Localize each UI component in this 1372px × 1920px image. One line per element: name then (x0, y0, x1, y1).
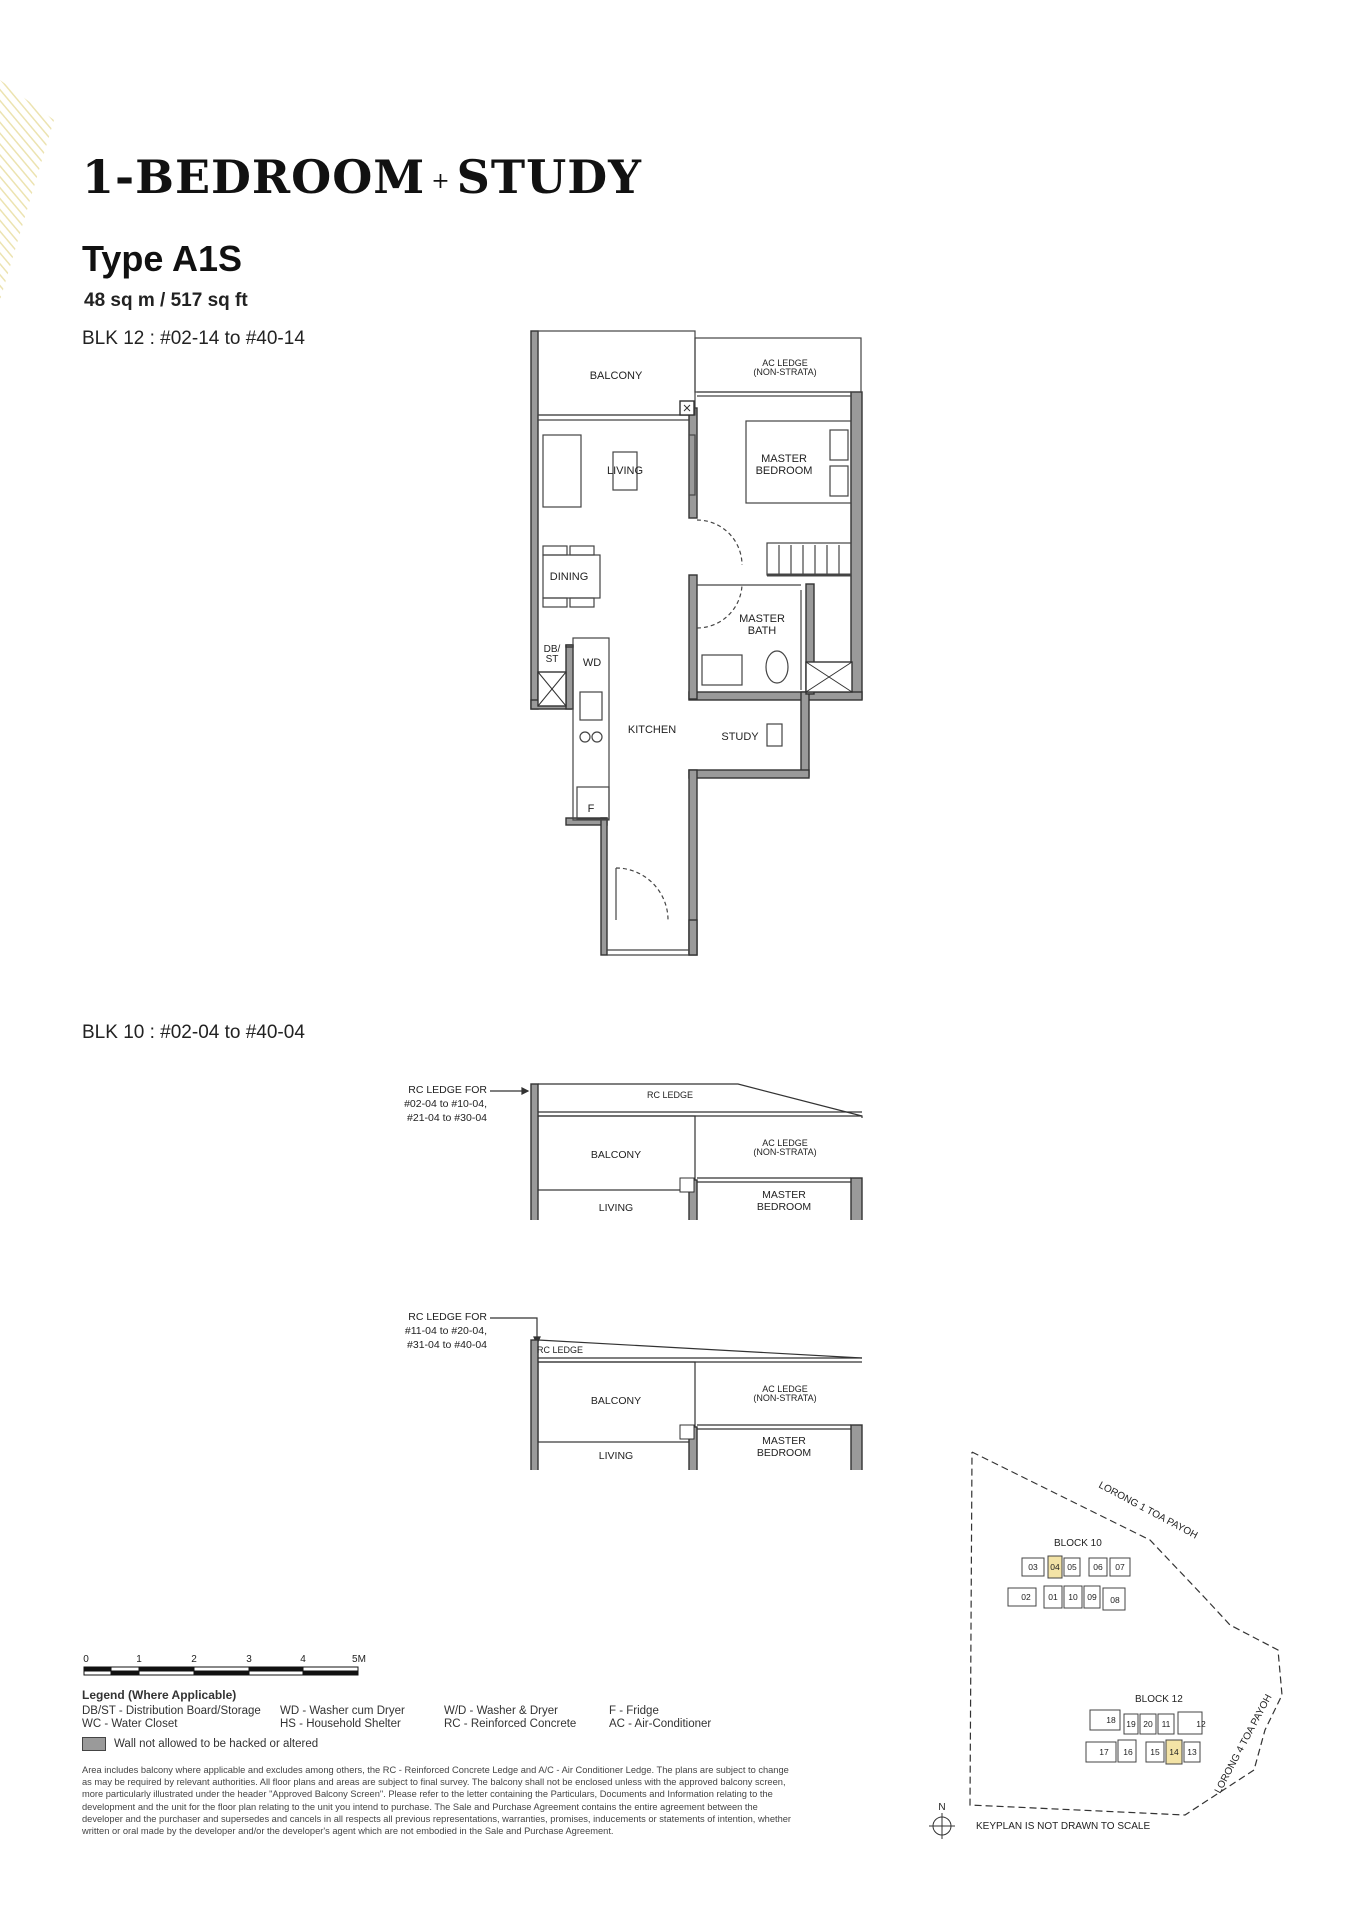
unit-area: 48 sq m / 517 sq ft (84, 290, 248, 311)
legend-table (82, 1705, 711, 1731)
legend-item: W/D - Washer & Dryer (444, 1705, 558, 1717)
scale-tick-2: 2 (191, 1654, 197, 1665)
b10-unit: 04 (1050, 1562, 1060, 1572)
label-living: LIVING (606, 465, 644, 477)
label-kitchen: KITCHEN (627, 724, 677, 736)
b12-unit: 13 (1187, 1747, 1197, 1757)
scale-tick-3: 3 (246, 1654, 252, 1665)
wall-right (851, 392, 862, 699)
label-master-bedroom-2: BEDROOM (755, 465, 813, 477)
title-bedroom: 1-BEDROOM (82, 150, 426, 204)
variant2-ac-ledge: AC LEDGE (762, 1384, 808, 1394)
b10-unit: 08 (1110, 1595, 1120, 1605)
label-ac-ledge-nonstrata: (NON-STRATA) (753, 367, 817, 377)
b12-unit: 12 (1196, 1719, 1206, 1729)
variant2-master: MASTER (762, 1435, 806, 1447)
road-lorong-1: LORONG 1 TOA PAYOH (1096, 1479, 1200, 1542)
label-ac-ledge: AC LEDGE (762, 358, 808, 368)
label-study: STUDY (721, 731, 759, 743)
scale-tick-4: 4 (300, 1654, 306, 1665)
disclaimer-text: Area includes balcony where applicable and excludes among others, the RC - Reinforced Concrete Ledge and A/C - Air Conditioner Ledge. The plans are subject to change as may be required by relevant authorities. All floor plans and areas are subject to final survey. The balcony shall not be enclosed unless with the approved balcony screen, more particularly illustrated under the header "Approved Balcony Screen". Please refer to the letter containing the Particulars, Documents and Information relating to the development and the unit for the floor plan relating to the unit you intend to purchase. The Sale and Purchase Agreement contains the entire agreement between the developer and the purchaser and supersedes and cancels in all respects all previous representations, warranties, promises, inducements or statements of intention, whether written or oral made by the developer and/or the developer's agent which are not embodied in the Sale and Purchase Agreement. (82, 1765, 792, 1837)
wall-bedroom-left (689, 408, 697, 518)
variant2-note-3: #31-04 to #40-04 (407, 1339, 487, 1351)
b12-unit: 20 (1143, 1719, 1153, 1729)
b12-unit: 17 (1099, 1747, 1109, 1757)
wall-note: Wall not allowed to be hacked or altered (114, 1738, 319, 1751)
b12-unit: 14 (1169, 1747, 1179, 1757)
wall-legend (82, 1737, 711, 1751)
label-dining: DINING (549, 571, 589, 583)
legend (82, 1688, 711, 1751)
variant2-note-2: #11-04 to #20-04, (404, 1325, 487, 1337)
sink (580, 692, 602, 720)
label-db: DB/ (543, 644, 561, 655)
blk10-label: BLK 10 : #02-04 to #40-04 (82, 1022, 305, 1043)
b10-unit: 01 (1048, 1592, 1058, 1602)
scale-tick-5: 5M (352, 1654, 366, 1665)
b10-unit: 09 (1087, 1592, 1097, 1602)
variant1-ac-nonstrata: (NON-STRATA) (753, 1147, 817, 1157)
b10-unit: 02 (1021, 1592, 1031, 1602)
keyplan-note: KEYPLAN IS NOT DRAWN TO SCALE (976, 1821, 1151, 1832)
label-st: ST (545, 654, 559, 665)
wall-study-bottom (689, 770, 809, 778)
wall-entry-side (601, 818, 607, 955)
label-master-bath-1: MASTER (739, 613, 785, 625)
variant2-bedroom: BEDROOM (756, 1447, 812, 1459)
wall-bath-bottom (689, 692, 862, 700)
label-wd: WD (582, 657, 602, 669)
rc-ledge-variant-1 (0, 1070, 1372, 1220)
legend-row (82, 1705, 711, 1718)
b10-unit: 07 (1115, 1562, 1125, 1572)
b12-unit: 19 (1126, 1719, 1136, 1729)
variant1-balcony: BALCONY (590, 1149, 642, 1161)
sofa (543, 435, 581, 507)
legend-item: RC - Reinforced Concrete (444, 1718, 577, 1730)
b12-unit: 11 (1161, 1719, 1171, 1729)
b10-unit: 03 (1028, 1562, 1038, 1572)
b10-unit: 05 (1067, 1562, 1077, 1572)
keyplan (920, 1440, 1290, 1840)
north-arrow-icon (929, 1813, 955, 1839)
variant2-rc-ledge: RC LEDGE (536, 1345, 584, 1355)
scale-bar (80, 1650, 380, 1684)
variant1-living: LIVING (598, 1202, 634, 1214)
wall-bath-left (689, 575, 697, 699)
title-plus: + (431, 168, 451, 194)
basin (702, 655, 742, 685)
b10-unit: 06 (1093, 1562, 1103, 1572)
block10-label: BLOCK 10 (1054, 1538, 1102, 1549)
block12-label: BLOCK 12 (1135, 1694, 1183, 1705)
variant1-note-2: #02-04 to #10-04, (404, 1098, 487, 1110)
legend-item: WC - Water Closet (82, 1718, 178, 1730)
label-master-bath-2: BATH (747, 625, 777, 637)
scale-tick-0: 0 (83, 1654, 89, 1665)
variant2-note-1: RC LEDGE FOR (408, 1311, 487, 1323)
legend-item: HS - Household Shelter (280, 1718, 401, 1730)
road-lorong-4: LORONG 4 TOA PAYOH (1212, 1692, 1275, 1796)
variant1-note-3: #21-04 to #30-04 (407, 1112, 487, 1124)
wall-study-right (801, 692, 809, 776)
legend-row (82, 1718, 711, 1731)
label-balcony: BALCONY (589, 370, 643, 382)
variant1-note-1: RC LEDGE FOR (408, 1084, 487, 1096)
legend-item: WD - Washer cum Dryer (280, 1705, 405, 1717)
scale-tick-1: 1 (136, 1654, 142, 1665)
title-study: STUDY (456, 150, 642, 204)
b10-unit: 10 (1068, 1592, 1078, 1602)
legend-heading: Legend (Where Applicable) (82, 1688, 237, 1702)
legend-item: AC - Air-Conditioner (609, 1718, 712, 1730)
label-master-bedroom-1: MASTER (761, 453, 807, 465)
variant1-master: MASTER (762, 1189, 806, 1201)
blk12-label: BLK 12 : #02-14 to #40-14 (82, 328, 305, 349)
toilet (766, 651, 788, 683)
wall-swatch (82, 1737, 106, 1751)
b12-unit: 15 (1150, 1747, 1160, 1757)
legend-item: F - Fridge (609, 1705, 659, 1717)
study-desk (767, 724, 782, 746)
variant2-balcony: BALCONY (590, 1395, 642, 1407)
variant1-rc-ledge: RC LEDGE (646, 1090, 694, 1100)
b12-unit: 18 (1106, 1715, 1116, 1725)
north-label: N (938, 1802, 946, 1813)
label-fridge: F (587, 803, 595, 815)
variant2-ac-nonstrata: (NON-STRATA) (753, 1393, 817, 1403)
unit-type: Type A1S (82, 238, 243, 279)
b12-unit: 16 (1123, 1747, 1133, 1757)
wall-kitchen-left (566, 645, 573, 709)
wall-left (531, 331, 538, 709)
variant2-living: LIVING (598, 1450, 634, 1462)
variant1-ac-ledge: AC LEDGE (762, 1138, 808, 1148)
legend-item: DB/ST - Distribution Board/Storage (82, 1705, 261, 1717)
variant1-bedroom: BEDROOM (756, 1201, 812, 1213)
